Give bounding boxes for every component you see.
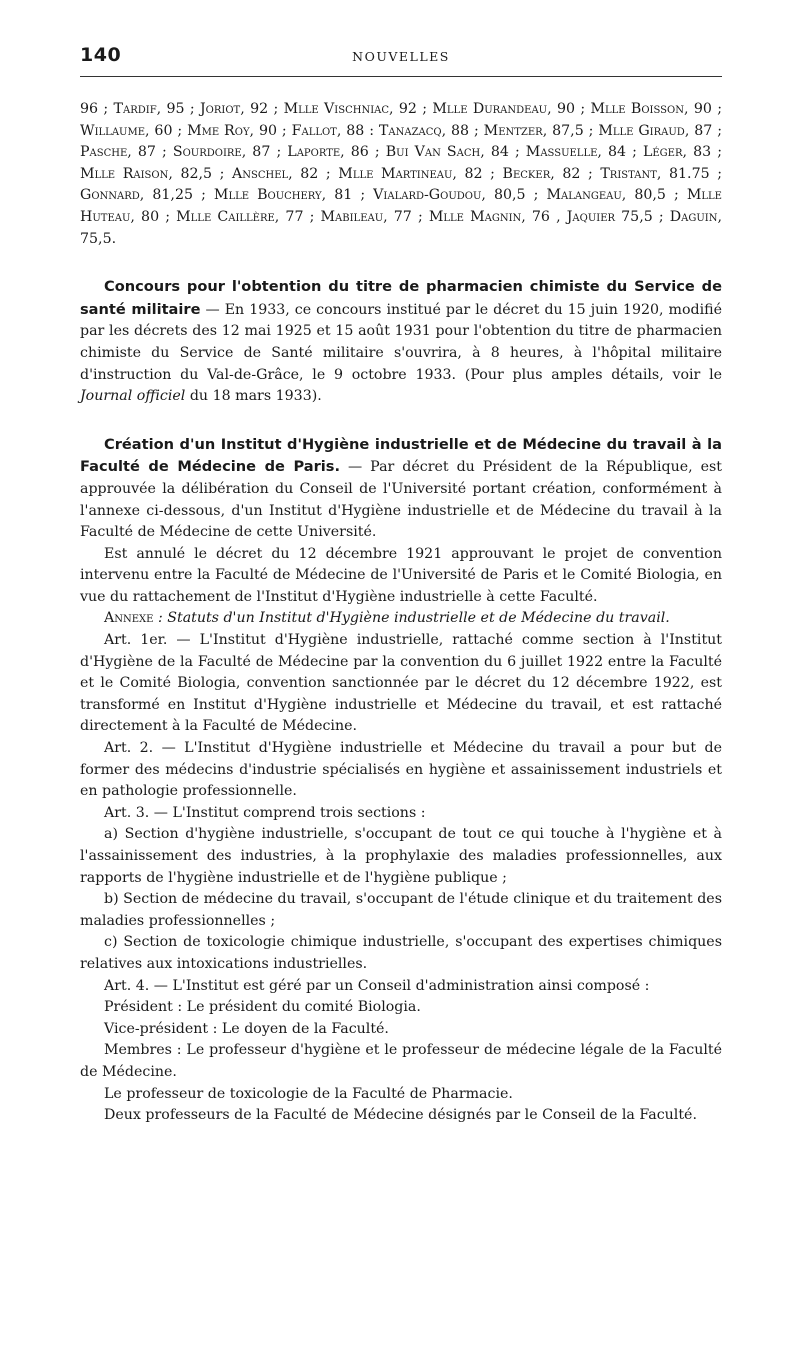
article-4-vice-president: Vice-président : Le doyen de la Faculté. bbox=[104, 1020, 389, 1037]
article-4-president: Président : Le président du comité Biologia. bbox=[104, 999, 421, 1016]
annexe-title: : Statuts d'un Institut d'Hygiène industrielle et de Médecine du travail. bbox=[153, 610, 670, 627]
annulation-paragraph: Est annulé le décret du 12 décembre 1921 approuvant le projet de convention intervenu entre la Faculté de Médecine de l'Université de Paris et le Comité Biologia, en vue du rattachement de l'Institut d'Hygiène industrielle à cette Faculté. bbox=[80, 545, 722, 605]
article-3-section-b: b) Section de médecine du travail, s'occupant de l'étude clinique et du traitement des maladies professionnelles ; bbox=[80, 891, 722, 929]
creation-intro: — Par décret du Président de la République, est approuvée la délibération du Conseil de l'Université portant création, conformément à l'annexe ci-dessous, d'un Institut d'Hygiène industrielle et de Médecine du travail à la Faculté de Médecine de cette Université. bbox=[80, 459, 722, 541]
concours-paragraph bbox=[80, 276, 722, 408]
article-4-two-professors: Deux professeurs de la Faculté de Médecine désignés par le Conseil de la Faculté. bbox=[104, 1107, 697, 1124]
concours-heading: Concours pour l'obtention du titre de pharmacien chimiste du Service de santé militaire bbox=[80, 278, 722, 318]
article-4: Art. 4. — L'Institut est géré par un Conseil d'administration ainsi composé : bbox=[104, 977, 650, 994]
article-1: Art. 1er. — L'Institut d'Hygiène industrielle, rattaché comme section à l'Institut d'Hygiène de la Faculté de Médecine par la convention du 6 juillet 1922 entre la Faculté et le Comité Biologia, convention sanctionnée par le décret du 12 décembre 1922, est transformé en Institut d'Hygiène industrielle et Médecine du travail, et est rattaché directement à la Faculté de Médecine. bbox=[80, 632, 722, 735]
article-2: Art. 2. — L'Institut d'Hygiène industrielle et Médecine du travail a pour but de former des médecins d'industrie spécialisés en hygiène et assainissement industriels et en pathologie professionnelle. bbox=[80, 740, 722, 800]
page-number: 140 bbox=[80, 44, 122, 66]
article-3-section-c: c) Section de toxicologie chimique industrielle, s'occupant des expertises chimiques relatives aux intoxications industrielles. bbox=[80, 934, 722, 972]
article-3-section-a: a) Section d'hygiène industrielle, s'occupant de tout ce qui touche à l'hygiène et à l'assainissement des industries, à la prophylaxie des maladies professionnelles, aux rapports de l'hygiène industrielle et de l'hygiène publique ; bbox=[80, 826, 722, 886]
article-4-members: Membres : Le professeur d'hygiène et le professeur de médecine légale de la Faculté de Médecine. bbox=[80, 1042, 722, 1080]
running-title: NOUVELLES bbox=[352, 49, 450, 64]
journal-officiel-title: Journal officiel bbox=[80, 388, 186, 405]
results-block bbox=[80, 99, 722, 250]
creation-section bbox=[80, 434, 722, 1127]
creation-paragraph bbox=[80, 434, 722, 544]
creation-heading: Création d'un Institut d'Hygiène industrielle et de Médecine du travail à la Faculté de Médecine de Paris. bbox=[80, 435, 722, 476]
concours-section bbox=[80, 276, 722, 408]
running-header bbox=[80, 44, 722, 77]
annexe-label: Annexe bbox=[104, 610, 154, 627]
concours-text-end: du 18 mars 1933). bbox=[185, 388, 322, 405]
document-page bbox=[80, 44, 722, 1127]
article-3: Art. 3. — L'Institut comprend trois sections : bbox=[104, 804, 426, 821]
results-list: 96 ; Tardif, 95 ; Joriot, 92 ; Mlle Vischniac, 92 ; Mlle Durandeau, 90 ; Mlle Boisson, 90 ; Willaume, 60 ; Mme Roy, 90 ; Fallot, 88 : Tanazacq, 88 ; Mentzer, 87,5 ; Mlle Giraud, 87 ; Pasche, 87 ; Sourdoire, 87 ; Laporte, 86 ; Bui Van Sach, 84 ; Massuelle, 84 ; Léger, 83 ; Mlle Raison, 82,5 ; Anschel, 82 ; Mlle Martineau, 82 ; Becker, 82 ; Tristant, 81.75 ; Gonnard, 81,25 ; Mlle Bouchery, 81 ; Vialard-Goudou, 80,5 ; Malangeau, 80,5 ; Mlle Huteau, 80 ; Mlle Caillère, 77 ; Mabileau, 77 ; Mlle Magnin, 76 , Jaquier 75,5 ; Daguin, 75,5. bbox=[80, 101, 722, 247]
article-4-toxicology-professor: Le professeur de toxicologie de la Faculté de Pharmacie. bbox=[104, 1085, 513, 1102]
annexe-line bbox=[80, 608, 722, 630]
concours-text: — En 1933, ce concours institué par le décret du 15 juin 1920, modifié par les décrets des 12 mai 1925 et 15 août 1931 pour l'obtention du titre de pharmacien chimiste du Service de Santé militaire s'ouvrira, à 8 heures, à l'hôpital militaire d'instruction du Val-de-Grâce, le 9 octobre 1933. (Pour plus amples détails, voir le bbox=[80, 301, 723, 383]
